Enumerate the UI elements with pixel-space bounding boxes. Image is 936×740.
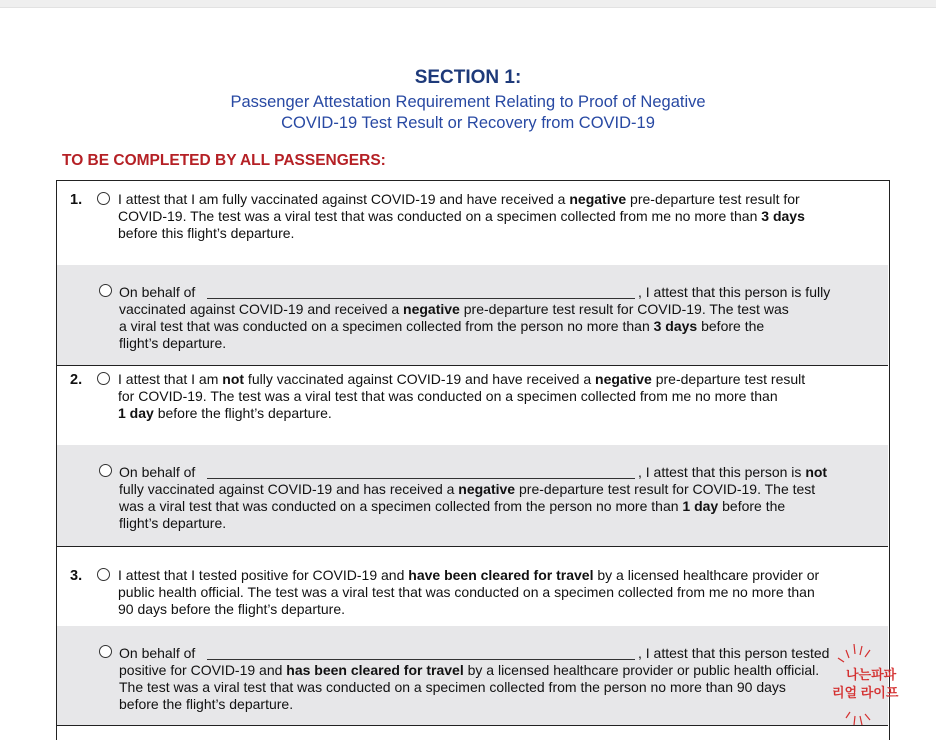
section-subtitle-line2: COVID-19 Test Result or Recovery from COVID-19 xyxy=(281,114,655,132)
item-3-behalf-line3: The test was a viral test that was conducted on a specimen collected from the person no more than 90 days xyxy=(119,679,786,695)
item-2-behalf-line4: flight’s departure. xyxy=(119,515,227,531)
item-2-behalf-line1: , I attest that this person is not xyxy=(638,464,828,480)
item-1-behalf-radio[interactable] xyxy=(99,284,112,297)
item-divider xyxy=(57,546,888,547)
item-2-behalf-radio[interactable] xyxy=(99,464,112,477)
item-2-self-row xyxy=(57,367,888,445)
item-3-behalf-row xyxy=(57,626,888,725)
item-3-self-line2: public health official. The test was a viral test that was conducted on a specimen collected from me no more than xyxy=(118,584,815,600)
item-2-self-line1: I attest that I am not fully vaccinated against COVID-19 and have received a negative pre-departure test result xyxy=(118,371,806,387)
item-3-behalf-radio[interactable] xyxy=(99,645,112,658)
item-1-self-line3: before this flight’s departure. xyxy=(118,225,295,241)
attestation-table xyxy=(56,180,890,740)
to-be-completed-heading: TO BE COMPLETED BY ALL PASSENGERS: xyxy=(62,152,386,169)
on-behalf-label: On behalf of xyxy=(119,464,196,480)
watermark-line1: 나는파파 xyxy=(846,667,897,682)
item-2-behalf-row xyxy=(57,445,888,546)
item-1-self-row xyxy=(57,181,888,265)
item-3-self-line1: I attest that I tested positive for COVID-19 and have been cleared for travel by a licensed healthcare provider or xyxy=(118,567,820,583)
item-1-behalf-name-line[interactable] xyxy=(207,298,635,299)
viewer-top-bar xyxy=(0,0,936,8)
item-3-behalf-line1: , I attest that this person tested xyxy=(638,645,830,661)
on-behalf-label: On behalf of xyxy=(119,284,196,300)
item-1-behalf-line4: flight’s departure. xyxy=(119,335,227,351)
item-number: 1. xyxy=(70,192,83,208)
item-3-self-row xyxy=(57,548,888,626)
item-3-behalf-name-line[interactable] xyxy=(207,659,635,660)
on-behalf-label: On behalf of xyxy=(119,645,196,661)
item-2-self-line3: 1 day before the flight’s departure. xyxy=(118,405,332,421)
item-1-behalf-row xyxy=(57,265,888,365)
item-3-behalf-line2: positive for COVID-19 and has been cleared for travel by a licensed healthcare provider or public health official. xyxy=(119,662,820,678)
item-1-behalf-line2: vaccinated against COVID-19 and received a negative pre-departure test result for COVID-19. The test was xyxy=(119,301,789,317)
item-1-self-line2: COVID-19. The test was a viral test that was conducted on a specimen collected from me no more than 3 days xyxy=(118,208,805,224)
item-2-behalf-name-line[interactable] xyxy=(207,478,635,479)
item-3-self-radio[interactable] xyxy=(97,568,110,581)
item-number: 3. xyxy=(70,568,83,584)
item-divider xyxy=(57,725,888,726)
item-2-behalf-line2: fully vaccinated against COVID-19 and has received a negative pre-departure test result for COVID-19. The test xyxy=(119,481,816,497)
item-2-self-radio[interactable] xyxy=(97,372,110,385)
watermark-line2: 리얼 라이프 xyxy=(832,685,899,700)
watermark-stamp xyxy=(816,640,916,735)
section-title: SECTION 1: xyxy=(414,67,522,88)
section-subtitle-line1: Passenger Attestation Requirement Relating to Proof of Negative xyxy=(230,93,706,111)
item-1-self-line1: I attest that I am fully vaccinated against COVID-19 and have received a negative pre-departure test result for xyxy=(118,191,800,207)
item-1-behalf-line1: , I attest that this person is fully xyxy=(638,284,831,300)
item-number: 2. xyxy=(70,372,83,388)
item-1-self-radio[interactable] xyxy=(97,192,110,205)
item-2-self-line2: for COVID-19. The test was a viral test that was conducted on a specimen collected from me no more than xyxy=(118,388,778,404)
item-2-behalf-line3: was a viral test that was conducted on a specimen collected from the person no more than 1 day before the xyxy=(119,498,786,514)
item-divider xyxy=(57,365,888,366)
item-3-self-line3: 90 days before the flight’s departure. xyxy=(118,601,346,617)
item-3-behalf-line4: before the flight’s departure. xyxy=(119,696,294,712)
item-1-behalf-line3: a viral test that was conducted on a specimen collected from the person no more than 3 days before the xyxy=(119,318,765,334)
